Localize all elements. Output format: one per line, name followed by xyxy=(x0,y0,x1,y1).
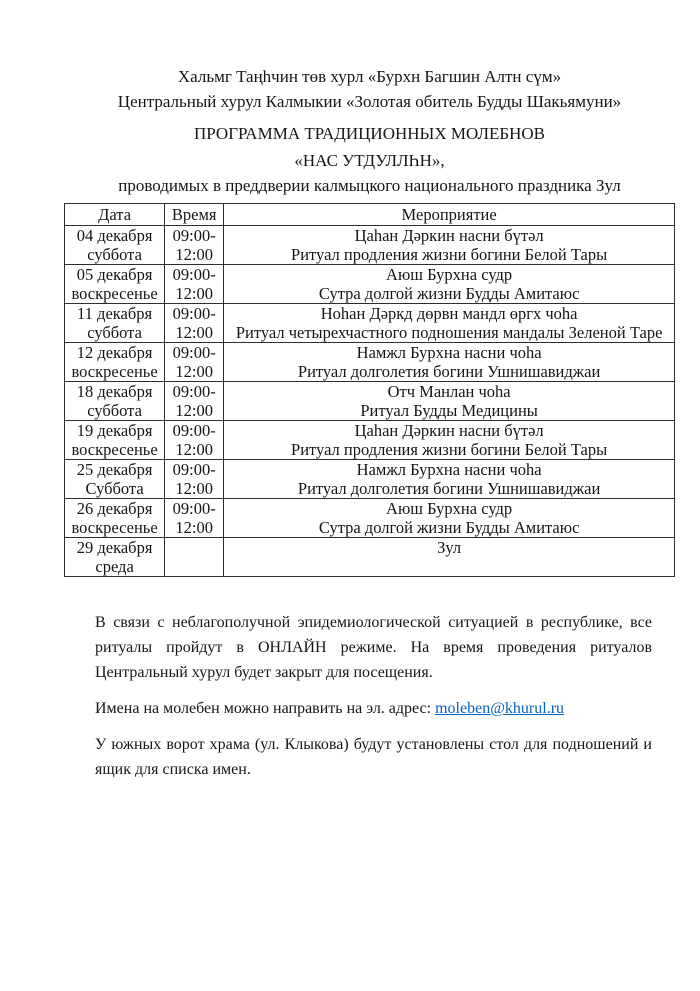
date-line1: 18 декабря xyxy=(76,382,153,401)
table-row xyxy=(65,265,675,304)
time-cell xyxy=(165,382,224,421)
covid-notice: В связи с неблагополучной эпидемиологической ситуацией в республике, все ритуалы пройдут в ОНЛАЙН режиме. На время проведения ритуалов Центральный хурул будет закрыт для посещения. xyxy=(95,614,652,681)
program-title: ПРОГРАММА ТРАДИЦИОННЫХ МОЛЕБНОВ xyxy=(193,124,546,143)
event-russian-line: Ритуал долголетия богини Ушнишавиджаи xyxy=(297,479,601,498)
date-line1: 25 декабря xyxy=(76,460,153,479)
date-line1: 11 декабря xyxy=(77,304,153,323)
time-line1: 09:00- xyxy=(172,265,216,284)
date-line1: 19 декабря xyxy=(76,421,153,440)
date-line1: 04 декабря xyxy=(76,226,153,245)
event-cell xyxy=(224,499,675,538)
table-row xyxy=(65,538,675,577)
event-cell xyxy=(224,343,675,382)
column-header-event: Мероприятие xyxy=(224,204,675,226)
time-line2: 12:00 xyxy=(175,440,213,459)
date-line1: 12 декабря xyxy=(76,343,153,362)
time-line1: 09:00- xyxy=(172,382,216,401)
time-line1 xyxy=(165,538,223,557)
time-cell xyxy=(165,265,224,304)
program-subtitle: проводимых в преддверии калмыцкого национального праздника Зул xyxy=(118,176,621,195)
event-russian-line xyxy=(224,557,674,576)
time-line1: 09:00- xyxy=(172,460,216,479)
event-cell xyxy=(224,382,675,421)
time-line1: 09:00- xyxy=(172,304,216,323)
date-line2: суббота xyxy=(87,245,142,264)
event-kalmyk-line: Зул xyxy=(437,538,462,557)
event-russian-line: Ритуал продления жизни богини Белой Тары xyxy=(291,440,608,459)
event-kalmyk-line: Цаһан Дәркин насни бүтәл xyxy=(354,421,544,440)
time-line1: 09:00- xyxy=(172,421,216,440)
offerings-notice: У южных ворот храма (ул. Клыкова) будут установлены стол для подношений и ящик для списка имен. xyxy=(95,736,652,778)
time-cell xyxy=(165,343,224,382)
date-line1: 29 декабря xyxy=(76,538,153,557)
event-cell xyxy=(224,265,675,304)
temple-name-kalmyk: Хальмг Таңһчин төв хурл «Бурхн Багшин Алтн сүм» xyxy=(177,67,562,86)
event-russian-line: Ритуал Будды Медицины xyxy=(360,401,538,420)
time-line1: 09:00- xyxy=(172,226,216,245)
date-line2: суббота xyxy=(87,323,142,342)
time-line2: 12:00 xyxy=(175,479,213,498)
date-cell xyxy=(65,538,165,577)
event-kalmyk-line: Аюш Бурхна судр xyxy=(386,265,513,284)
date-cell xyxy=(65,265,165,304)
event-cell xyxy=(224,304,675,343)
date-cell xyxy=(65,499,165,538)
time-line2: 12:00 xyxy=(175,401,213,420)
table-row xyxy=(65,421,675,460)
date-line2: среда xyxy=(95,557,134,576)
date-cell xyxy=(65,421,165,460)
table-row xyxy=(65,343,675,382)
table-header-row xyxy=(65,204,675,226)
date-line1: 26 декабря xyxy=(76,499,153,518)
notes-section xyxy=(95,610,652,782)
date-cell xyxy=(65,304,165,343)
table-row xyxy=(65,226,675,265)
table-row xyxy=(65,460,675,499)
email-line-text: Имена на молебен можно направить на эл. адрес: xyxy=(95,700,436,717)
date-cell xyxy=(65,460,165,499)
email-link[interactable]: moleben@khurul.ru xyxy=(435,700,565,717)
time-line1: 09:00- xyxy=(172,343,216,362)
time-line2: 12:00 xyxy=(175,245,213,264)
date-line2: воскресенье xyxy=(71,284,158,303)
date-line2: воскресенье xyxy=(71,440,158,459)
event-russian-line: Сутра долгой жизни Будды Амитаюс xyxy=(318,284,580,303)
event-cell xyxy=(224,538,675,577)
event-kalmyk-line: Ноһан Дәркд дөрвн мандл өргх чоһа xyxy=(320,304,578,323)
column-header-date: Дата xyxy=(65,204,165,226)
temple-name-russian: Центральный хурул Калмыкии «Золотая обитель Будды Шакьямуни» xyxy=(117,92,622,111)
event-russian-line: Ритуал долголетия богини Ушнишавиджаи xyxy=(297,362,601,381)
event-russian-line: Ритуал четырехчастного подношения мандалы Зеленой Таре xyxy=(235,323,663,342)
time-cell xyxy=(165,304,224,343)
time-cell xyxy=(165,460,224,499)
date-line1: 05 декабря xyxy=(76,265,153,284)
email-line xyxy=(95,696,652,721)
date-cell xyxy=(65,343,165,382)
date-cell xyxy=(65,226,165,265)
date-line2: воскресенье xyxy=(71,362,158,381)
event-cell xyxy=(224,460,675,499)
time-cell xyxy=(165,538,224,577)
time-line2: 12:00 xyxy=(175,323,213,342)
event-cell xyxy=(224,421,675,460)
column-header-time: Время xyxy=(165,204,224,226)
schedule-table xyxy=(64,203,675,577)
event-kalmyk-line: Намжл Бурхна насни чоһа xyxy=(356,460,542,479)
event-kalmyk-line: Намжл Бурхна насни чоһа xyxy=(356,343,542,362)
table-row xyxy=(65,304,675,343)
table-row xyxy=(65,382,675,421)
event-cell xyxy=(224,226,675,265)
program-name: «НАС УТДУЛЛҺН», xyxy=(294,151,445,170)
time-line2 xyxy=(165,557,223,576)
time-line1: 09:00- xyxy=(172,499,216,518)
time-cell xyxy=(165,226,224,265)
event-russian-line: Сутра долгой жизни Будды Амитаюс xyxy=(318,518,580,537)
time-line2: 12:00 xyxy=(175,284,213,303)
schedule-table-body xyxy=(65,226,675,577)
time-line2: 12:00 xyxy=(175,518,213,537)
document-header xyxy=(64,64,675,198)
time-cell xyxy=(165,499,224,538)
time-line2: 12:00 xyxy=(175,362,213,381)
time-cell xyxy=(165,421,224,460)
date-line2: суббота xyxy=(87,401,142,420)
event-kalmyk-line: Цаһан Дәркин насни бүтәл xyxy=(354,226,544,245)
date-line2: Суббота xyxy=(85,479,144,498)
event-russian-line: Ритуал продления жизни богини Белой Тары xyxy=(291,245,608,264)
date-cell xyxy=(65,382,165,421)
table-row xyxy=(65,499,675,538)
event-kalmyk-line: Отч Манлан чоһа xyxy=(387,382,511,401)
event-kalmyk-line: Аюш Бурхна судр xyxy=(386,499,513,518)
date-line2: воскресенье xyxy=(71,518,158,537)
